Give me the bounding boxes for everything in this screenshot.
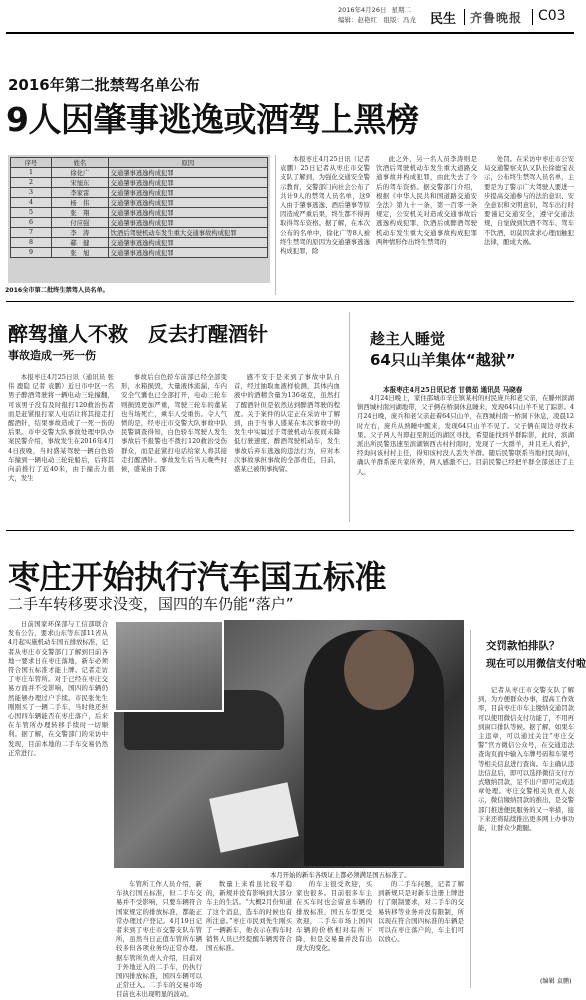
table-header-row — [11, 158, 268, 168]
photo-caption: 本月开始的新车各级证上都必须满足国五标准了。 — [270, 871, 411, 879]
story4-text: 日前国家环保部与工信部联合发布公告，要求山东等东部11省从4月起实施机动车国五排放标准，记者从枣庄市交警部门了解到目前各地一要求日在枣庄落地，新车必须符合国五标准才能上牌。记者走访了枣庄车管所。对于已经在枣庄交易方面并不受影响，国四的车辆仍然能够办理过户手续。市民张先生刚刚买了一辆二手车，当时他还担心国四车辆能否在枣庄落户，后来在车管所办理转移手续时一切顺利。据了解，在交警部门的采访中发现，目前本地的二手车交易仍然正常进行。 — [8, 620, 108, 757]
issue-weekday: 星期二 — [391, 6, 412, 14]
story1-column-2 — [376, 155, 477, 297]
table-cell: 交通肇事逃逸构成犯罪 — [108, 248, 267, 258]
story4-column-4 — [296, 880, 372, 988]
table-row — [11, 188, 268, 198]
table-row — [11, 238, 268, 248]
story2-column-2 — [121, 373, 227, 523]
story3-text: 4月24日晚上，家住邵城市辛庄镇某村的村民庞兵和老父亲，在滕州滨湖镇西城村南河湖地带，父子俩在桥洞休息睡来，发现64只山羊不见了踪影。4月24日晚，庞兵和老父亲赶着64只山羊，在西城村南一桥洞下休息，凌晨12时左右，庞兵从熟睡中醒来，发现64只山羊不见了。父子俩在周边寻找未果。父子两人当即赶至附近的湖区寻找，希望能找到羊群踪影，此时，滨湖派出所民警迅速至滨湖镇西古村村南时，发现了一大群羊，并且无人看护，经询问该村村主任，得知该村没人丢失羊群。随后民警联系当地村民询问，确认羊群系庞兵家所养，两人感激不已。目前民警已经把羊群全部送还了主人。 — [357, 394, 574, 476]
table-cell: 9 — [11, 248, 52, 258]
story2-column-3 — [234, 373, 340, 523]
table-cell: 2 — [11, 178, 52, 188]
section-rule — [6, 530, 574, 531]
table-cell: 交通肇事逃逸构成犯罪 — [108, 238, 267, 248]
side-byline: (编辑 袁鹏) — [540, 978, 572, 985]
table-cell: 李家雷 — [52, 188, 109, 198]
story4-headline: 枣庄开始执行汽车国五标准 — [8, 558, 387, 596]
table-header-cell: 姓名 — [52, 158, 109, 168]
table-cell: 交通肇事逃逸构成犯罪 — [108, 208, 267, 218]
table-cell: 交通肇事逃逸构成犯罪 — [108, 178, 267, 188]
story4-column-5 — [378, 880, 464, 988]
table-cell: 付应强 — [52, 218, 109, 228]
side-text: 记者从枣庄市交警支队了解到，为方便群众办事，提高工作效率，目前枣庄市车主缴纳交通罚款可以使用微信支付功能了，不用再到窗口排队等候。据了解，如果车主违章，可以通过关注“枣庄交警”官方微信公众号，在交通违法查询页面中输入车牌号码和车架号等相关信息进行查询。车主确认违法信息后，即可以选择微信支付方式缴纳罚款，足不出户即可完成违章处理。枣庄交警相关负责人表示，微信缴纳罚款的推出，是交警部门推进便民服务的又一举措，接下来还将陆续推出更多网上办事功能，让群众少跑腿。 — [478, 686, 574, 833]
table-cell: 李 涛 — [52, 228, 109, 238]
story1-headline: 9人因肇事逃逸或酒驾上黑榜 — [6, 100, 419, 139]
story4-column-2 — [116, 880, 202, 999]
table-cell: 杨 伟 — [52, 198, 109, 208]
table-cell: 8 — [11, 238, 52, 248]
story4-text: 车管所工作人员介绍，新车执行国五标准，但二手车交易并不受影响，只要车辆符合国家规定的排放标准，都能正常办理过户登记。4月19日记者来到了枣庄市交警支队车管所，虽然当日正值车管所车辆较多但各项业务均正常办理。据车管所负责人介绍，目前对于外地迁入的二手车，仍执行国四排放标准，国四车辆可以正常迁入。二手车的交易市场目前也未出现明显的波动。 — [116, 880, 202, 999]
table-row — [11, 208, 268, 218]
section-rule — [6, 301, 574, 302]
story3-headline-line-2: 64只山羊集体“越狱” — [370, 351, 516, 369]
header-rule — [6, 32, 574, 34]
story3-headline-line-1: 趁主人睡觉 — [370, 330, 446, 348]
table-row — [11, 168, 268, 178]
story1-column-1 — [280, 155, 370, 297]
table-cell: 3 — [11, 188, 52, 198]
table-cell: 徐化广 — [52, 168, 109, 178]
newspaper-logo: 齐鲁晚报 — [470, 11, 523, 25]
table-cell: 郗 健 — [52, 238, 109, 248]
table-cell: 交通肇事逃逸构成犯罪 — [108, 218, 267, 228]
table-cell: 5 — [11, 208, 52, 218]
table-cell: 7 — [11, 228, 52, 238]
story1-column-3 — [484, 155, 574, 297]
side-column — [478, 686, 574, 970]
document-in-hand — [209, 782, 299, 852]
banned-drivers-table — [8, 155, 270, 283]
story1-text: 此之外，另一名人员李涛则是饮酒后驾驶机动车发生重大道路交通事故并构成犯罪，由此失去了今后的驾车资格。据交警部门介绍，根据《中华人民共和国道路交通安全法》第九十一条，第一百零一条规定，公安机关对造成交通事故后逃逸构成犯罪、饮酒后或醉酒驾驶机动车发生重大交通事故构成犯罪两种情形作出终生禁驾的 — [376, 155, 477, 246]
table-cell: 宋旭东 — [52, 178, 109, 188]
page-number: C03 — [538, 8, 566, 24]
issue-date: 2016年4月26日 — [338, 6, 387, 14]
story4-text: 数量上来看虽比较平稳的，新规并没有影响到大部分车主的生活。“大概2月份知道了这个消息，选车的时候也有所注意。”枣庄市民刘先生刚买了一辆新车，他表示在购车时销售人员已经提醒车辆需符合国五标准。 — [206, 880, 292, 953]
table-cell: 1 — [11, 168, 52, 178]
side-headline-line-1: 交罚款怕排队？ — [486, 640, 560, 652]
traffic-police-photo — [114, 620, 464, 868]
table-cell: 张 旭 — [52, 248, 109, 258]
story1-kicker: 2016年第二批禁驾名单公布 — [8, 76, 200, 94]
story2-headline: 醉驾撞人不救 反去打醒酒针 — [8, 322, 268, 346]
table-row — [11, 228, 268, 238]
story4-text: 的车主很受欢迎，买家也很多。目前很多车主在买车时也会留意车辆的排放标准，国五车型更受欢迎，二手车市场上国四车辆的价格相对有所下降，但是交易量并没有出现大的变化。 — [296, 880, 372, 953]
editors-line: 编辑：赵艳红 组版：冯龙 — [338, 16, 416, 24]
story4-subhead: 二手车转移要求没变，国四的车仍能“落户” — [8, 595, 294, 613]
table-cell: 饮酒后驾驶机动车发生重大交通事故构成犯罪 — [108, 228, 267, 238]
header-divider — [532, 9, 533, 25]
story4-text: 的二手车问题，记者了解到新规只是对新车注册上牌进行了限制要求，对二手车的交易转移等业务并没有限制，所以现在符合国四标准的车辆是可以在枣庄落户的，车主们可以放心。 — [378, 880, 464, 944]
side-headline-line-2: 现在可以用微信支付啦 — [486, 659, 586, 670]
issue-date-line — [338, 6, 428, 14]
inset-photo — [114, 620, 224, 712]
story2-text: 事故后白色轿车前部已经全部变形，水箱损毁，大量液体流漏，车内安全气囊也已全部打开，电动三轮车则损毁更加严重，驾驶三轮车的董某也当场死亡，乘车人受重伤。令人气愤的是，经枣庄市交警大队事故中队民警调查得知，白色轿车驾驶人发生事故后不报警也不拨打120救治受伤群众，而是赶紧打电话给家人将其接走打醒酒针。事故发生后当天晚些时候，盛某由于深 — [121, 373, 227, 474]
header-divider — [464, 9, 465, 25]
table-row — [11, 248, 268, 258]
table-header-cell: 序号 — [11, 158, 52, 168]
table-row — [11, 198, 268, 208]
table-cell: 交通肇事逃逸构成犯罪 — [108, 168, 267, 178]
story2-text: 感不安于是来到了事故中队自首，经过抽取血液样检测，其体内血液中的酒精含量为136毫克，虽然打了醒酒针但是依然达到醉酒驾驶的程度。关于案件的认定正在采访中了解到，由于当事人盛某在本次事故中的发生中实属过于驾驶机动车夜间未降低行驶速度、醉酒驾驶机动车，发生事故后弃车逃逸的违法行为，应对本次事故承担事故的全部责任，目前，盛某已被刑事拘留。 — [234, 373, 340, 474]
table-header-cell: 原因 — [108, 158, 267, 168]
story4-column-3 — [206, 880, 292, 988]
table-caption: 2016全市第二批终生禁驾人员名单。 — [5, 287, 109, 294]
section-name: 民生 — [430, 12, 457, 27]
story2-subhead: 事故造成一死一伤 — [8, 349, 96, 362]
story2-column-1 — [8, 373, 114, 523]
table-row — [11, 178, 268, 188]
officer-head — [344, 630, 414, 710]
table-cell: 张 翔 — [52, 208, 109, 218]
story1-text: 本报枣庄4月25日讯（记者 袁鹏）25日记者从枣庄市交警支队了解到，为强化交通安全警示教育，交警部门向社会公布了共计9人的禁驾人员名单，这9人由于肇事逃逸、酒后肇事等原因造成严重后果，终生都不得再取得驾车资格。据了解，在本次公布的名单中，徐化广等8人被终生禁驾的原因为交通肇事逃逸构成犯罪，除 — [280, 155, 370, 256]
table-cell: 4 — [11, 198, 52, 208]
story3-byline: 本报枣庄4月25日讯记者 甘倩茹 通讯员 马晓春 — [383, 386, 523, 394]
table-cell: 6 — [11, 218, 52, 228]
story3-body — [357, 394, 574, 520]
story1-text: 处罚。在采访中枣庄市公安局交通警察支队又队长徐德宝表示，公布终生禁驾人员名单，主要是为了警示广大驾驶人要进一步提高交通参与的法治意识、安全意识和文明意识，驾车出行时要谨记交通安全，遵守交通法规，自觉做到饮酒不驾车、驾车不饮酒，切莫因贪求心理而触犯法律，酿成大祸。 — [484, 155, 574, 246]
table-row — [11, 218, 268, 228]
story4-column-1 — [8, 620, 108, 988]
table-cell: 交通肇事逃逸构成犯罪 — [108, 188, 267, 198]
story2-text: 本报枣庄4月25日讯（通讯员 张伟 鹿隐 记者 袁鹏）近日市中区一名男子醉酒驾驶将一辆电动三轮撞翻，可该男子没有及时报打120救治伤者而是赶紧报打家人电话让将其接走打醒酒针，结果事故造成了一死一伤的后果。市中交警大队事故处理中队办案民警介绍，事故发生在2016年4月4日夜晚，当时盛某驾驶一辆白色轿车撞到一辆电动三轮轮船后，后将其向前推行了近40米，由于撞击力很大，发生 — [8, 373, 114, 483]
table-cell: 交通肇事逃逸构成犯罪 — [108, 198, 267, 208]
